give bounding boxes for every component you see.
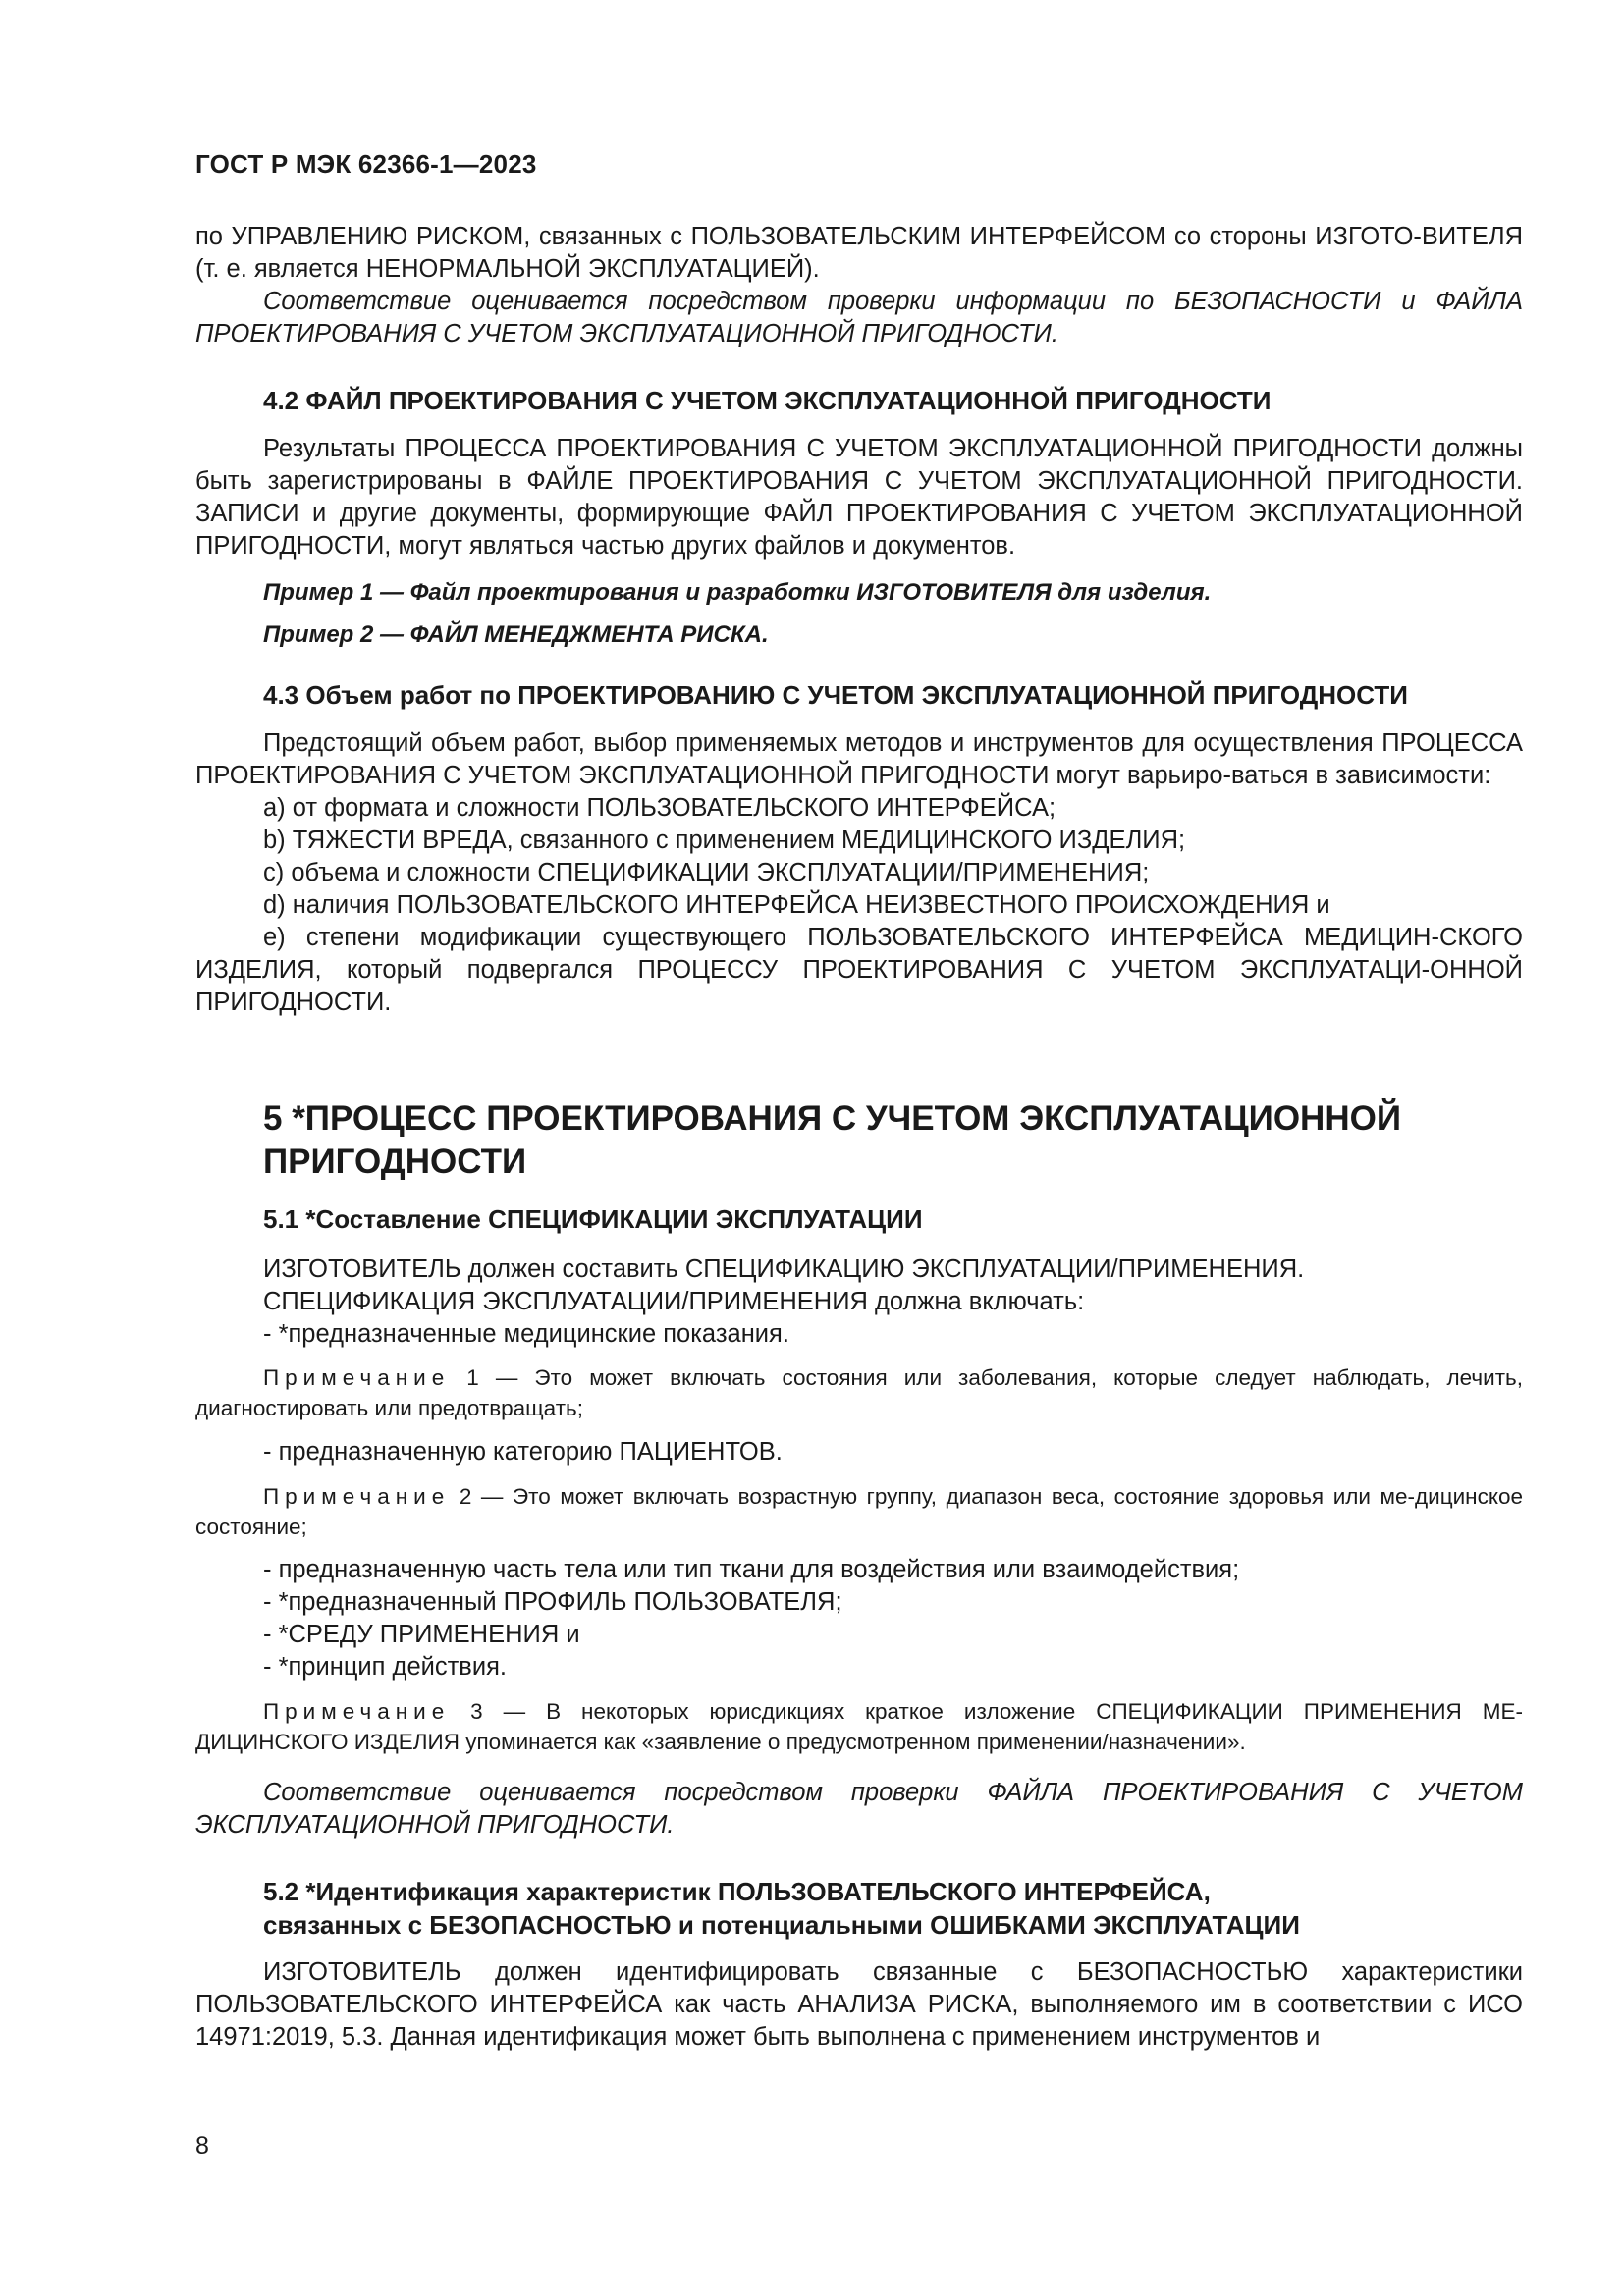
section-5 bbox=[195, 1097, 1523, 1184]
section-5-1-line2: СПЕЦИФИКАЦИЯ ЭКСПЛУАТАЦИИ/ПРИМЕНЕНИЯ должна включать: bbox=[263, 1288, 1085, 1315]
note-3-text: 3 — В некоторых юрисдикциях краткое изложение СПЕЦИФИКАЦИИ ПРИМЕНЕНИЯ МЕ-ДИЦИНСКОГО ИЗДЕЛИЯ упоминается как «заявление о предусмотренном применении/назначении». bbox=[195, 1699, 1523, 1754]
section-5-1-compliance: Соответствие оценивается посредством проверки ФАЙЛА ПРОЕКТИРОВАНИЯ С УЧЕТОМ ЭКСПЛУАТАЦИОННОЙ ПРИГОДНОСТИ. bbox=[195, 1779, 1523, 1839]
note-1 bbox=[195, 1362, 1523, 1423]
section-4-3 bbox=[195, 678, 1523, 1019]
list-item-operating-principle: - *принцип действия. bbox=[263, 1653, 507, 1681]
list-item-c: c) объема и сложности СПЕЦИФИКАЦИИ ЭКСПЛУАТАЦИИ/ПРИМЕНЕНИЯ; bbox=[263, 859, 1150, 886]
note-3-label: Примечание bbox=[263, 1699, 451, 1724]
intro-paragraph: по УПРАВЛЕНИЮ РИСКОМ, связанных с ПОЛЬЗОВАТЕЛЬСКИМ ИНТЕРФЕЙСОМ со стороны ИЗГОТО-ВИТЕЛЯ (т. е. является НЕНОРМАЛЬНОЙ ЭКСПЛУАТАЦИЕЙ). bbox=[195, 223, 1523, 283]
note-2-label: Примечание bbox=[263, 1484, 451, 1509]
section-4-2-heading: 4.2 ФАЙЛ ПРОЕКТИРОВАНИЯ С УЧЕТОМ ЭКСПЛУАТАЦИОННОЙ ПРИГОДНОСТИ bbox=[263, 386, 1272, 415]
list-item-a: a) от формата и сложности ПОЛЬЗОВАТЕЛЬСКОГО ИНТЕРФЕЙСА; bbox=[263, 794, 1056, 822]
section-4-3-paragraph: Предстоящий объем работ, выбор применяемых методов и инструментов для осуществления ПРОЦЕССА ПРОЕКТИРОВАНИЯ С УЧЕТОМ ЭКСПЛУАТАЦИОННОЙ ПРИГОДНОСТИ могут варьиро-ваться в зависимости: bbox=[195, 729, 1523, 789]
section-5-1-line1: ИЗГОТОВИТЕЛЬ должен составить СПЕЦИФИКАЦИЮ ЭКСПЛУАТАЦИИ/ПРИМЕНЕНИЯ. bbox=[263, 1255, 1305, 1283]
note-2 bbox=[195, 1481, 1523, 1542]
list-item-indications: - *предназначенные медицинские показания. bbox=[263, 1320, 789, 1348]
list-item-b: b) ТЯЖЕСТИ ВРЕДА, связанного с применением МЕДИЦИНСКОГО ИЗДЕЛИЯ; bbox=[263, 827, 1186, 854]
note-2-text: 2 — Это может включать возрастную группу, диапазон веса, состояние здоровья или ме-дицинское состояние; bbox=[195, 1484, 1523, 1539]
section-4-2 bbox=[195, 384, 1523, 651]
intro-compliance: Соответствие оценивается посредством проверки информации по БЕЗОПАСНОСТИ и ФАЙЛА ПРОЕКТИРОВАНИЯ С УЧЕТОМ ЭКСПЛУАТАЦИОННОЙ ПРИГОДНОСТИ. bbox=[195, 288, 1523, 347]
list-item-user-profile: - *предназначенный ПРОФИЛЬ ПОЛЬЗОВАТЕЛЯ; bbox=[263, 1588, 842, 1616]
section-4-3-heading: 4.3 Объем работ по ПРОЕКТИРОВАНИЮ С УЧЕТОМ ЭКСПЛУАТАЦИОННОЙ ПРИГОДНОСТИ bbox=[263, 680, 1408, 710]
section-5-2-heading-line2: связанных с БЕЗОПАСНОСТЬЮ и потенциальными ОШИБКАМИ ЭКСПЛУАТАЦИИ bbox=[263, 1910, 1300, 1940]
list-item-body-part: - предназначенную часть тела или тип ткани для воздействия или взаимодействия; bbox=[263, 1556, 1240, 1583]
note-3 bbox=[195, 1696, 1523, 1757]
section-5-2-paragraph: ИЗГОТОВИТЕЛЬ должен идентифицировать связанные с БЕЗОПАСНОСТЬЮ характеристики ПОЛЬЗОВАТЕЛЬСКОГО ИНТЕРФЕЙСА как часть АНАЛИЗА РИСКА, выполняемого им в соответствии с ИСО 14971:2019, 5.3. Данная идентификация может быть выполнена с применением инструментов и bbox=[195, 1958, 1523, 2051]
section-5-2 bbox=[195, 1875, 1523, 2054]
example-2: Пример 2 — ФАЙЛ МЕНЕДЖМЕНТА РИСКА. bbox=[263, 621, 769, 648]
section-5-heading-line2: ПРИГОДНОСТИ bbox=[263, 1143, 527, 1181]
intro-block bbox=[195, 221, 1523, 350]
page-number: 8 bbox=[195, 2132, 209, 2160]
note-1-text: 1 — Это может включать состояния или заболевания, которые следует наблюдать, лечить, диагностировать или предотвращать; bbox=[195, 1365, 1523, 1420]
section-5-heading-line1: 5 *ПРОЦЕСС ПРОЕКТИРОВАНИЯ С УЧЕТОМ ЭКСПЛУАТАЦИОННОЙ bbox=[263, 1099, 1401, 1138]
example-1: Пример 1 — Файл проектирования и разработки ИЗГОТОВИТЕЛЯ для изделия. bbox=[263, 579, 1212, 606]
section-4-2-paragraph: Результаты ПРОЦЕССА ПРОЕКТИРОВАНИЯ С УЧЕТОМ ЭКСПЛУАТАЦИОННОЙ ПРИГОДНОСТИ должны быть зарегистрированы в ФАЙЛЕ ПРОЕКТИРОВАНИЯ С УЧЕТОМ ЭКСПЛУАТАЦИОННОЙ ПРИГОДНОСТИ. ЗАПИСИ и другие документы, формирующие ФАЙЛ ПРОЕКТИРОВАНИЯ С УЧЕТОМ ЭКСПЛУАТАЦИОННОЙ ПРИГОДНОСТИ, могут являться частью других файлов и документов. bbox=[195, 435, 1523, 560]
list-item-d: d) наличия ПОЛЬЗОВАТЕЛЬСКОГО ИНТЕРФЕЙСА НЕИЗВЕСТНОГО ПРОИСХОЖДЕНИЯ и bbox=[263, 891, 1330, 919]
list-item-use-environment: - *СРЕДУ ПРИМЕНЕНИЯ и bbox=[263, 1621, 580, 1648]
list-item-patients: - предназначенную категорию ПАЦИЕНТОВ. bbox=[263, 1438, 783, 1466]
document-header: ГОСТ Р МЭК 62366-1—2023 bbox=[195, 149, 537, 179]
list-item-e: e) степени модификации существующего ПОЛЬЗОВАТЕЛЬСКОГО ИНТЕРФЕЙСА МЕДИЦИН-СКОГО ИЗДЕЛИЯ, который подвергался ПРОЦЕССУ ПРОЕКТИРОВАНИЯ С УЧЕТОМ ЭКСПЛУАТАЦИ-ОННОЙ ПРИГОДНОСТИ. bbox=[195, 924, 1523, 1016]
section-5-1-heading: 5.1 *Составление СПЕЦИФИКАЦИИ ЭКСПЛУАТАЦИИ bbox=[263, 1204, 923, 1234]
note-1-label: Примечание bbox=[263, 1365, 451, 1390]
section-5-2-heading-line1: 5.2 *Идентификация характеристик ПОЛЬЗОВАТЕЛЬСКОГО ИНТЕРФЕЙСА, bbox=[263, 1877, 1211, 1906]
section-5-1 bbox=[195, 1202, 1523, 1842]
